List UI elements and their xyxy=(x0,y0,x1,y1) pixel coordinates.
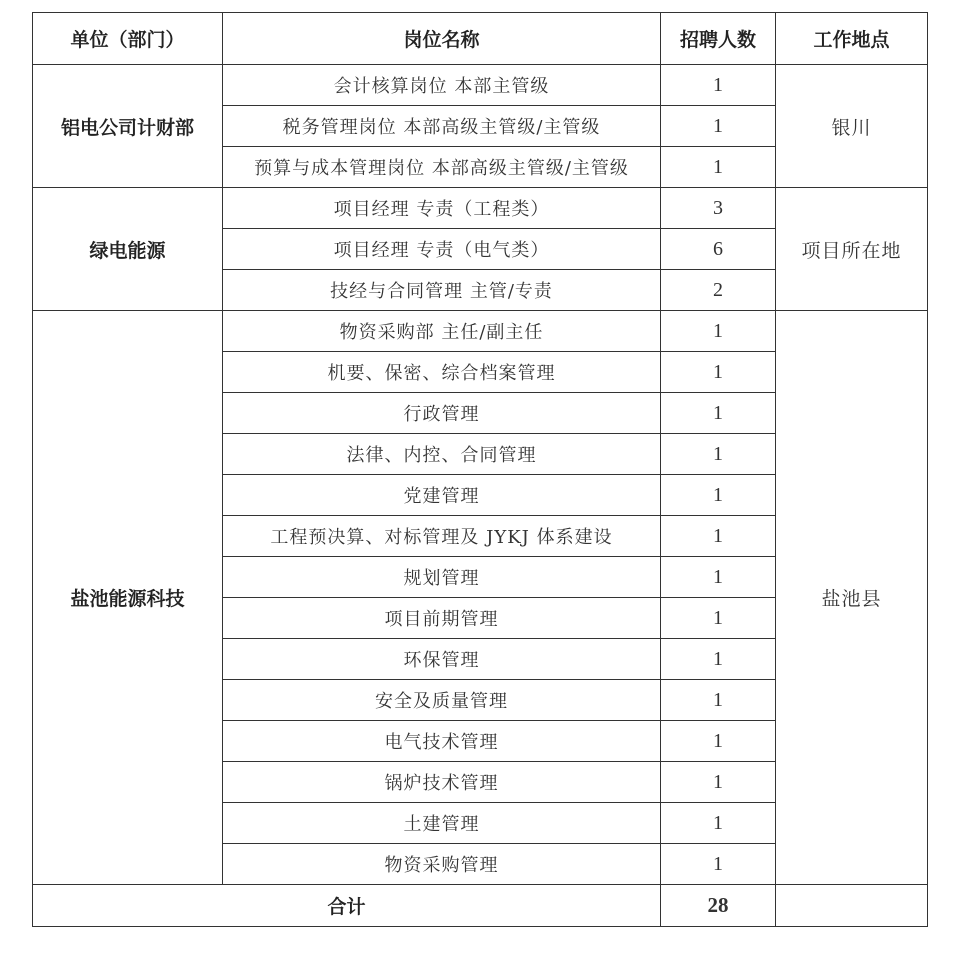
header-unit: 单位（部门） xyxy=(33,13,223,65)
recruitment-table xyxy=(32,12,928,927)
count-cell: 1 xyxy=(661,352,776,393)
count-cell: 1 xyxy=(661,106,776,147)
position-cell: 物资采购部 主任/副主任 xyxy=(223,311,661,352)
count-cell: 1 xyxy=(661,475,776,516)
header-count: 招聘人数 xyxy=(661,13,776,65)
table-row xyxy=(33,65,928,106)
count-cell: 6 xyxy=(661,229,776,270)
total-row xyxy=(33,885,928,927)
position-cell: 预算与成本管理岗位 本部高级主管级/主管级 xyxy=(223,147,661,188)
position-cell: 税务管理岗位 本部高级主管级/主管级 xyxy=(223,106,661,147)
count-cell: 1 xyxy=(661,762,776,803)
unit-cell: 盐池能源科技 xyxy=(33,311,223,885)
count-cell: 1 xyxy=(661,393,776,434)
position-cell: 法律、内控、合同管理 xyxy=(223,434,661,475)
total-label: 合计 xyxy=(33,885,661,927)
count-cell: 1 xyxy=(661,65,776,106)
position-cell: 项目前期管理 xyxy=(223,598,661,639)
position-cell: 项目经理 专责（电气类） xyxy=(223,229,661,270)
count-cell: 1 xyxy=(661,844,776,885)
location-cell: 项目所在地 xyxy=(776,188,928,311)
count-cell: 1 xyxy=(661,147,776,188)
count-cell: 1 xyxy=(661,516,776,557)
position-cell: 物资采购管理 xyxy=(223,844,661,885)
unit-cell: 绿电能源 xyxy=(33,188,223,311)
count-cell: 1 xyxy=(661,311,776,352)
position-cell: 机要、保密、综合档案管理 xyxy=(223,352,661,393)
location-cell: 银川 xyxy=(776,65,928,188)
position-cell: 项目经理 专责（工程类） xyxy=(223,188,661,229)
count-cell: 1 xyxy=(661,557,776,598)
count-cell: 1 xyxy=(661,721,776,762)
table-row xyxy=(33,188,928,229)
count-cell: 1 xyxy=(661,598,776,639)
location-cell: 盐池县 xyxy=(776,311,928,885)
count-cell: 1 xyxy=(661,639,776,680)
header-position: 岗位名称 xyxy=(223,13,661,65)
position-cell: 锅炉技术管理 xyxy=(223,762,661,803)
position-cell: 党建管理 xyxy=(223,475,661,516)
count-cell: 1 xyxy=(661,434,776,475)
header-location: 工作地点 xyxy=(776,13,928,65)
position-cell: 环保管理 xyxy=(223,639,661,680)
total-location-empty xyxy=(776,885,928,927)
count-cell: 1 xyxy=(661,680,776,721)
position-cell: 土建管理 xyxy=(223,803,661,844)
total-count: 28 xyxy=(661,885,776,927)
position-cell: 安全及质量管理 xyxy=(223,680,661,721)
position-cell: 行政管理 xyxy=(223,393,661,434)
unit-cell: 铝电公司计财部 xyxy=(33,65,223,188)
count-cell: 1 xyxy=(661,803,776,844)
count-cell: 2 xyxy=(661,270,776,311)
position-cell: 会计核算岗位 本部主管级 xyxy=(223,65,661,106)
table-row xyxy=(33,311,928,352)
table-body xyxy=(33,13,928,927)
position-cell: 工程预决算、对标管理及 JYKJ 体系建设 xyxy=(223,516,661,557)
position-cell: 规划管理 xyxy=(223,557,661,598)
count-cell: 3 xyxy=(661,188,776,229)
position-cell: 技经与合同管理 主管/专责 xyxy=(223,270,661,311)
header-row xyxy=(33,13,928,65)
position-cell: 电气技术管理 xyxy=(223,721,661,762)
